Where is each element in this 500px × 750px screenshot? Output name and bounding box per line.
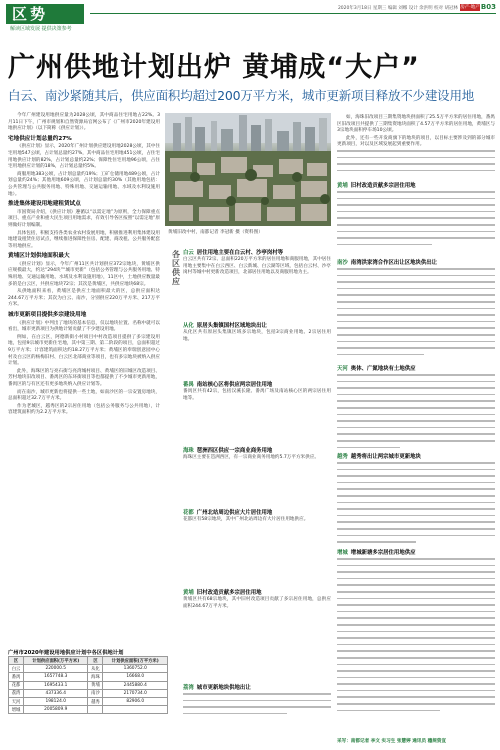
table-header: 计划供应面积(万平方米)	[23, 657, 88, 665]
table-row	[9, 689, 168, 697]
district-name: 花都	[183, 510, 194, 516]
body-paragraph: 而在南沙，城市更新也将提供一些土地，如南沙区的一宗安置房地块，总面积超过32.7万平方米。	[8, 389, 160, 402]
district-title: 居住用地主要在白云村、沙亭岗村等	[196, 250, 284, 256]
cityscape-illustration	[165, 113, 331, 226]
body-paragraph: 此外，还有一些开发商旗下的地块的项目，以目标主要涉及到的部分城市更新项目，对以及区域发展起到重要作用。	[337, 135, 495, 148]
table-cell: 82906.0	[103, 697, 168, 705]
district-title: 原居头集镇国村区域地块出让	[196, 323, 267, 329]
district-title: 琶洲西区供应一宗商业商务用地	[196, 448, 273, 454]
district-heading	[337, 258, 437, 266]
district-heading	[337, 548, 416, 556]
table-cell: 1657748.3	[23, 673, 88, 681]
table-cell: 增城	[9, 706, 24, 714]
text-lines	[337, 150, 495, 176]
body-paragraph: 此外，海珠区的与亮石街与亮湾城村项目、黄埔区的旧城区改造项目、芳村地块旧改项目、番禺区的东环街项目等也都提供了不少城市更新用地，番禺区的与有区还有更多地块纳入供应计划等。	[8, 368, 160, 387]
table-cell: 黄埔	[88, 681, 103, 689]
right-intro-column	[337, 115, 495, 150]
table-cell: 白云	[9, 665, 24, 673]
table-row	[9, 697, 168, 705]
body-paragraph: 《供应计划》显示，2020年广州计划供应建设用地2028公顷，其中住宅用地547公顷，占计划总量约27%，其中商品住宅用地451公顷，占住宅用地供应计划的82%，占计划总量约22%；保障性住宅用地96公顷，占住宅用地供应计划的18%，占计划总量约5%。	[8, 144, 160, 170]
land-supply-table	[8, 656, 168, 714]
table-row	[9, 681, 168, 689]
table-cell: 1695433.1	[23, 681, 88, 689]
table-row	[9, 706, 168, 714]
district-heading	[183, 508, 272, 516]
lead-paragraph: 今年广州建设用地供应量为2028公顷，其中商品住宅用地占22%。3月11日下午，广州市规划和自然资源局官网公布了《广州市2020年建设用地供应计划》（以下简称《供应计划》）。	[8, 113, 160, 132]
district-heading	[337, 364, 416, 372]
district-text: 从化区共有原居头集镇区域多宗地块，包括3宗商业用地、2宗居住用地。	[183, 330, 331, 342]
district-name: 荔湾	[183, 685, 194, 691]
body-paragraph: 例如，在白云区，阿德新街小村项目中村改造项目提供了多宗建设用地，包括9宗城市更新住宅地，其中第三期、第二阶段的项目，总面积超过9万平方米；计容建筑面积达约18.27万平方米；黄埔区的奉瑞创意园中心村及白云区的杨梅旧村、白云区北部商业等项目，也有多宗地块被纳入供应计划。	[8, 334, 160, 367]
section-title: 区势	[6, 4, 84, 24]
top-rule	[90, 13, 496, 14]
section-heading: 城市更新项目提供多宗建设用地	[8, 312, 87, 319]
table-cell: 2170734.0	[103, 689, 168, 697]
body-paragraph: 从供地面积来看，黄埔区是供应土地面积最大的区，总供应面积达244.67万平方米；其次为白云、南沙，分别供应220万平方米、217万平方米。	[8, 289, 160, 308]
body-paragraph: 商服用地383公顷，占计划总量约19%；工矿仓储用地489公顷，占计划总量约24%；其他用地609公顷，占计划总量约30%（其他用地包括：公共管理与公共服务用地、特殊用地、交通运输用地、水域及水利设施用地）。	[8, 171, 160, 197]
district-heading	[183, 446, 272, 454]
table-header: 区	[88, 657, 103, 665]
masthead	[0, 0, 500, 34]
district-name: 越秀	[337, 454, 348, 460]
table-header: 计划供应面积(万平方米)	[103, 657, 168, 665]
table-cell: 越秀	[88, 697, 103, 705]
section-heading: 黄埔区计划供地面积最大	[8, 253, 70, 260]
district-text: 番禺区共有42宗，包括汉溪长隆、番禺广场及南站核心区的两宗居住用地等。	[183, 389, 331, 401]
text-lines	[337, 268, 495, 360]
district-name: 天河	[337, 366, 348, 372]
district-name: 番禺	[183, 382, 194, 388]
district-heading	[337, 181, 416, 189]
text-lines	[337, 462, 495, 548]
district-title: 南湾洪家湾合作区出让区地块供出让	[350, 260, 438, 266]
district-name: 黄埔	[337, 183, 348, 189]
district-name: 南沙	[337, 260, 348, 266]
page-code: B03	[480, 3, 496, 11]
text-lines	[337, 191, 495, 250]
table-cell: 天河	[9, 697, 24, 705]
table-cell: 海珠	[88, 673, 103, 681]
district-title: 南站核心区将供应两宗居住用地	[196, 382, 273, 388]
table-cell: 2445880.4	[103, 681, 168, 689]
body-paragraph: 《供应计划》显示，今年广州11区共计划供应372宗地块，黄埔区供应规模最大，约达“294块”“城市更新”（包括公务管理与公共服务用地、特殊用地、交通运输用地、水域及水利设施用地），11区中，土地供应数量最多的是白云区，共供应地块72宗；其次是黄埔区，共供应地块68宗。	[8, 261, 160, 287]
date-line: 2020年3月18日 星期三 编辑 刘娜 设计 余洪明 校对 胡冠林	[337, 6, 458, 11]
district-title: 奥体、广氮地块有土地供应	[350, 366, 416, 372]
district-name: 白云	[183, 250, 194, 256]
text-lines	[337, 374, 495, 453]
district-title: 城市更新地块供地出让	[196, 685, 251, 691]
body-paragraph: 《供应计划》中列出了地块的基本信息，仅以地块位置、名称中就可以看出，城市更新项目为供地计划贡献了不少建设用地。	[8, 320, 160, 333]
subheadline: 白云、南沙紧随其后，供应面积均超过200万平方米，城市更新项目释放不少建设用地	[8, 88, 475, 103]
district-heading	[337, 452, 421, 460]
table-cell: 198124.0	[23, 697, 88, 705]
district-text: 黄埔区共有68宗地块，其中旧村改造项目贡献了多宗居住用地，总供应面积244.67万平方米。	[183, 597, 331, 609]
table-cell: 花都	[9, 681, 24, 689]
table-cell: 南沙	[88, 689, 103, 697]
body-paragraph: 作为老城区，越秀区的2宗居住用地（包括公务服务与公共用地），计容建筑面积约为2.2万平方米。	[8, 403, 160, 416]
table-cell: 220000.5	[23, 665, 88, 673]
table-cell: 437336.4	[23, 689, 88, 697]
district-title: 越秀将出让两宗城市更新地块	[350, 454, 421, 460]
table-header: 区	[9, 657, 24, 665]
category-tag: 房产·地产	[460, 5, 480, 10]
table-row	[9, 673, 168, 681]
district-text: 海珠区主要在琶洲西区，有一宗商业商务用地约5.7万平方米供应。	[183, 455, 319, 460]
table-cell: 1360752.0	[103, 665, 168, 673]
district-title: 旧村改造贡献多宗居住用地	[196, 590, 262, 596]
body-paragraph: 市国资局介绍，《供应计划》遵循以“以需定地”为原则，全力保障重点项目、重点产业和重大民生项目用地需求，有效引导各区按照“以需定地”原则做好计划编制。	[8, 209, 160, 228]
body-paragraph: 如，海珠旧改项目三期集资地块供面积了25.5万平方米的居住用地，番禺区旧改项目共提供了三期集资地块面积了4.57万平方米的居住用地，黄埔区与3宗地块面积停车场10公顷。	[337, 115, 495, 134]
district-title: 旧村改造贡献多宗居住用地	[350, 183, 416, 189]
district-text: 白云区共有72宗、总面积220万平方米的居住用地和商服用地，其中居住用地主要集中在白云西区、白云新城、白云湖等区域，包括白云村、沙亭岗村等城中村更新改造项目，北部居住用地以及商服用地为主。	[183, 257, 331, 276]
district-heading	[183, 588, 262, 596]
side-label: 各区供应	[172, 250, 180, 286]
district-name: 从化	[183, 323, 194, 329]
byline: 采写：南都记者 李文 实习生 张慧婷 通讯员 穗规资宣	[337, 739, 447, 744]
text-lines	[183, 693, 331, 719]
news-photo	[165, 113, 331, 226]
table-cell: 2005809.9	[23, 706, 88, 714]
table-title: 广州市2020年建设用地供应计划中各区供地计划	[8, 650, 124, 656]
body-paragraph: 具体包括，积极支持各类农业农村发展用地，积极推进利用集体建设用地建设租赁住房试点，继续推进保障性住房、配建、商改租、公共服务配套等用地供应。	[8, 230, 160, 249]
district-name: 增城	[337, 550, 348, 556]
district-heading	[183, 321, 267, 329]
left-column	[8, 113, 160, 418]
table-cell	[88, 706, 103, 714]
section-subtitle: 解读区域发展 提供决策参考	[10, 26, 72, 32]
section-heading: 推进集体建设用地建租赁试点	[8, 201, 81, 208]
table-cell: 从化	[88, 665, 103, 673]
district-title: 增城新塘多宗居住用地供应	[350, 550, 416, 556]
district-title: 广州北站周边供应大片居住用地	[196, 510, 273, 516]
district-heading	[183, 380, 272, 388]
table-cell: 荔湾	[9, 689, 24, 697]
district-name: 海珠	[183, 448, 194, 454]
text-lines	[337, 558, 495, 716]
table-header-row	[9, 657, 168, 665]
table-cell: 番禺	[9, 673, 24, 681]
photo-caption: 黄埔旧改中村，南都记者 李冠新 摄（资料图）	[168, 230, 263, 235]
district-heading	[183, 248, 283, 256]
section-heading: 宅地供应计划总量约27%	[8, 135, 72, 142]
district-name: 黄埔	[183, 590, 194, 596]
table-cell: 16668.0	[103, 673, 168, 681]
table-cell	[103, 706, 168, 714]
district-text: 花都区有58宗地块，其中广州北站周边有大片居住用地供应。	[183, 517, 309, 522]
headline: 广州供地计划出炉 黄埔成“大户”	[8, 52, 420, 83]
table-row	[9, 665, 168, 673]
district-heading	[183, 683, 251, 691]
